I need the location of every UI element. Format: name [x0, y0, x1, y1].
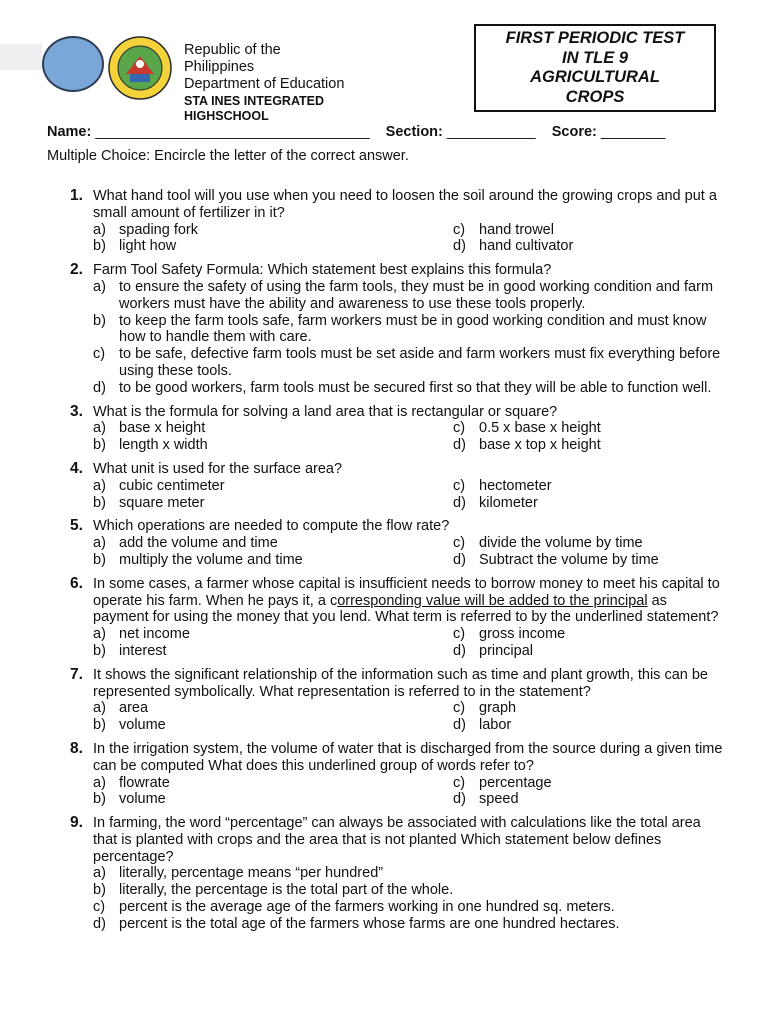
choice-option[interactable]	[93, 899, 726, 916]
choice-option[interactable]	[93, 380, 726, 397]
test-title-line: FIRST PERIODIC TEST	[505, 29, 685, 47]
question-text: What unit is used for the surface area?	[93, 460, 343, 477]
question-item	[70, 518, 726, 568]
choice-text: base x top x height	[479, 437, 601, 454]
choice-text: percent is the average age of the farmers working in one hundred sq. meters.	[119, 899, 615, 916]
choice-option[interactable]	[93, 865, 726, 882]
page-edge-strip	[0, 44, 42, 70]
question-text: In farming, the word “percentage” can always be associated with calculations like the total area that is planted with crops and the area that is not planted Which statement below defines percentage?	[93, 815, 701, 865]
choice-text: hand cultivator	[479, 238, 574, 255]
choice-option[interactable]	[93, 495, 453, 512]
choice-text: net income	[119, 626, 190, 643]
school-seal-icon	[108, 36, 172, 100]
choice-letter: d)	[453, 717, 466, 734]
question-item	[70, 576, 726, 660]
choice-text: literally, the percentage is the total part of the whole.	[119, 882, 454, 899]
agency-line: Department of Education	[184, 76, 345, 92]
choice-text: length x width	[119, 437, 208, 454]
choice-letter: c)	[453, 626, 466, 643]
choice-letter: c)	[453, 221, 466, 238]
score-label: Score:	[551, 124, 597, 140]
choice-letter: d)	[453, 238, 466, 255]
question-text: It shows the significant relationship of the information such as time and plant growth, this can be represented symbolically. What representation is referred to in the statement?	[93, 666, 708, 700]
agency-block	[184, 42, 344, 124]
choice-letter: c)	[453, 774, 466, 791]
choice-option[interactable]	[93, 643, 453, 660]
question-number: 4.	[70, 459, 83, 477]
choice-text: hand trowel	[479, 221, 554, 238]
score-field[interactable]: ________	[596, 124, 666, 140]
choice-letter: b)	[93, 791, 106, 808]
choice-option[interactable]	[93, 346, 726, 380]
choice-grid	[93, 222, 726, 256]
choice-text: 0.5 x base x height	[479, 420, 601, 437]
choice-text: interest	[119, 642, 167, 659]
school-name-line: STA INES INTEGRATED	[184, 94, 325, 108]
choice-option[interactable]	[93, 437, 453, 454]
choice-text: square meter	[119, 494, 205, 511]
choice-option[interactable]	[453, 700, 713, 717]
choice-option[interactable]	[453, 478, 713, 495]
choice-option[interactable]	[453, 626, 713, 643]
question-item	[70, 262, 726, 396]
choice-text: speed	[479, 791, 519, 808]
choice-text: percent is the total age of the farmers whose farms are one hundred hectares.	[119, 915, 620, 932]
choice-letter: a)	[93, 626, 106, 643]
agency-line: Republic of the	[184, 42, 281, 58]
choice-letter: a)	[93, 221, 106, 238]
choice-option[interactable]	[93, 791, 453, 808]
choice-text: literally, percentage means “per hundred”	[119, 865, 384, 882]
choice-text: hectometer	[479, 477, 552, 494]
choice-option[interactable]	[93, 238, 453, 255]
choice-text: divide the volume by time	[479, 535, 643, 552]
choice-text: percentage	[479, 774, 552, 791]
question-text: Farm Tool Safety Formula: Which statement best explains this formula?	[93, 262, 552, 279]
choice-text: principal	[479, 642, 533, 659]
choice-grid	[93, 420, 726, 454]
choice-letter: c)	[453, 420, 466, 437]
choice-text: to keep the farm tools safe, farm workers must be in good working condition and must know how to handle them with care.	[119, 312, 707, 346]
question-text-part: In some cases, a farmer whose capital is insufficient needs to borrow money to meet his capital to operate his farm. When he pays it, a c	[93, 575, 720, 609]
choice-letter: b)	[93, 642, 106, 659]
choice-text: gross income	[479, 626, 566, 643]
question-text: In the irrigation system, the volume of water that is discharged from the source during a given time can be computed What does this underlined group of words refer to?	[93, 740, 723, 774]
choice-letter: c)	[453, 535, 466, 552]
choice-text: kilometer	[479, 494, 538, 511]
choice-option[interactable]	[93, 535, 453, 552]
choice-option[interactable]	[453, 552, 713, 569]
choice-option[interactable]	[453, 420, 713, 437]
choice-option[interactable]	[93, 420, 453, 437]
choice-option[interactable]	[453, 535, 713, 552]
choice-letter: b)	[93, 551, 106, 568]
choice-text: Subtract the volume by time	[479, 551, 659, 568]
choice-option[interactable]	[93, 552, 453, 569]
choice-letter: d)	[93, 915, 106, 932]
choice-option[interactable]	[453, 222, 713, 239]
choice-text: spading fork	[119, 221, 198, 238]
choice-grid	[93, 775, 726, 809]
choice-grid	[93, 478, 726, 512]
question-list	[70, 188, 726, 940]
choice-letter: d)	[453, 437, 466, 454]
test-title-box	[474, 24, 716, 112]
school-name-line: HIGHSCHOOL	[184, 109, 269, 123]
choice-letter: b)	[93, 882, 106, 899]
test-title-line: IN TLE 9	[561, 48, 628, 67]
choice-letter: b)	[93, 437, 106, 454]
choice-option[interactable]	[453, 495, 713, 512]
question-text: What hand tool will you use when you need to loosen the soil around the growing crops and put a small amount of fertilizer in it?	[93, 188, 717, 221]
underlined-phrase: orresponding value will be added to the principal	[337, 592, 648, 609]
instructions: Multiple Choice: Encircle the letter of the correct answer.	[47, 148, 409, 164]
name-field[interactable]: __________________________________	[91, 124, 370, 140]
choice-letter: b)	[93, 238, 106, 255]
choice-grid	[93, 626, 726, 660]
choice-option[interactable]	[93, 478, 453, 495]
choice-option[interactable]	[453, 437, 713, 454]
question-item	[70, 188, 726, 255]
choice-letter: b)	[93, 717, 106, 734]
school-name	[184, 94, 344, 124]
choice-letter: a)	[93, 774, 106, 791]
choice-option[interactable]	[93, 882, 726, 899]
section-label: Section:	[385, 124, 443, 140]
question-number: 3.	[70, 402, 83, 420]
question-item	[70, 461, 726, 511]
choice-option[interactable]	[93, 279, 726, 313]
choice-letter: c)	[93, 346, 106, 363]
choice-list	[93, 279, 726, 397]
name-label: Name:	[47, 124, 92, 140]
choice-letter: d)	[453, 494, 466, 511]
choice-text: to ensure the safety of using the farm tools, they must be in good working condition and farm workers must have the ability and awareness to use these tools properly.	[119, 278, 714, 312]
choice-option[interactable]	[453, 238, 713, 255]
question-number: 5.	[70, 517, 83, 535]
choice-letter: d)	[453, 551, 466, 568]
section-field[interactable]: ___________	[442, 124, 536, 140]
question-number: 7.	[70, 665, 83, 683]
choice-option[interactable]	[93, 717, 453, 734]
choice-text: flowrate	[119, 774, 170, 791]
choice-text: base x height	[119, 420, 206, 437]
choice-letter: d)	[453, 791, 466, 808]
choice-text: add the volume and time	[119, 535, 278, 552]
agency-line: Philippines	[184, 59, 255, 75]
choice-option[interactable]	[93, 222, 453, 239]
choice-letter: b)	[93, 494, 106, 511]
choice-option[interactable]	[93, 916, 726, 933]
question-item	[70, 404, 726, 454]
question-text: What is the formula for solving a land area that is rectangular or square?	[93, 403, 558, 420]
choice-grid	[93, 535, 726, 569]
test-title-line: CROPS	[565, 87, 625, 106]
choice-text: volume	[119, 791, 166, 808]
choice-text: light how	[119, 238, 177, 255]
choice-letter: c)	[93, 899, 106, 916]
choice-letter: a)	[93, 865, 106, 882]
choice-letter: a)	[93, 477, 106, 494]
question-number: 6.	[70, 574, 83, 592]
header	[42, 34, 462, 123]
question-text	[93, 576, 726, 626]
choice-option[interactable]	[93, 775, 453, 792]
choice-text: area	[119, 700, 149, 717]
choice-text: labor	[479, 717, 512, 734]
question-item	[70, 667, 726, 734]
question-number: 1.	[70, 187, 83, 204]
choice-letter: a)	[93, 535, 106, 552]
choice-option[interactable]	[453, 791, 713, 808]
choice-letter: c)	[453, 700, 466, 717]
deped-logo	[42, 36, 104, 92]
choice-text: to be good workers, farm tools must be secured first so that they will be able to function well.	[119, 379, 712, 396]
question-number: 2.	[70, 261, 83, 279]
question-text: Which operations are needed to compute the flow rate?	[93, 518, 450, 535]
choice-letter: a)	[93, 278, 106, 295]
choice-option[interactable]	[453, 643, 713, 660]
choice-option[interactable]	[453, 775, 713, 792]
choice-option[interactable]	[93, 626, 453, 643]
choice-text: to be safe, defective farm tools must be set aside and farm workers must fix everything before using these tools.	[119, 346, 721, 379]
question-item	[70, 741, 726, 808]
choice-letter: a)	[93, 700, 106, 717]
choice-letter: d)	[453, 642, 466, 659]
test-title-line: AGRICULTURAL	[530, 68, 660, 86]
choice-text: graph	[479, 700, 517, 717]
question-text-part: as payment for using the money that you lend. What term is referred to by the underlined statement?	[93, 592, 719, 626]
question-number: 8.	[70, 739, 83, 757]
choice-option[interactable]	[453, 717, 713, 734]
question-item	[70, 815, 726, 933]
question-number: 9.	[70, 814, 83, 832]
choice-list	[93, 865, 726, 932]
choice-letter: d)	[93, 379, 106, 396]
choice-option[interactable]	[93, 313, 726, 347]
choice-text: volume	[119, 717, 166, 734]
choice-text: cubic centimeter	[119, 477, 225, 494]
choice-letter: c)	[453, 477, 466, 494]
choice-grid	[93, 700, 726, 734]
choice-option[interactable]	[93, 700, 453, 717]
choice-text: multiply the volume and time	[119, 551, 303, 568]
student-info-row	[47, 124, 727, 140]
choice-letter: b)	[93, 312, 106, 329]
choice-letter: a)	[93, 420, 106, 437]
